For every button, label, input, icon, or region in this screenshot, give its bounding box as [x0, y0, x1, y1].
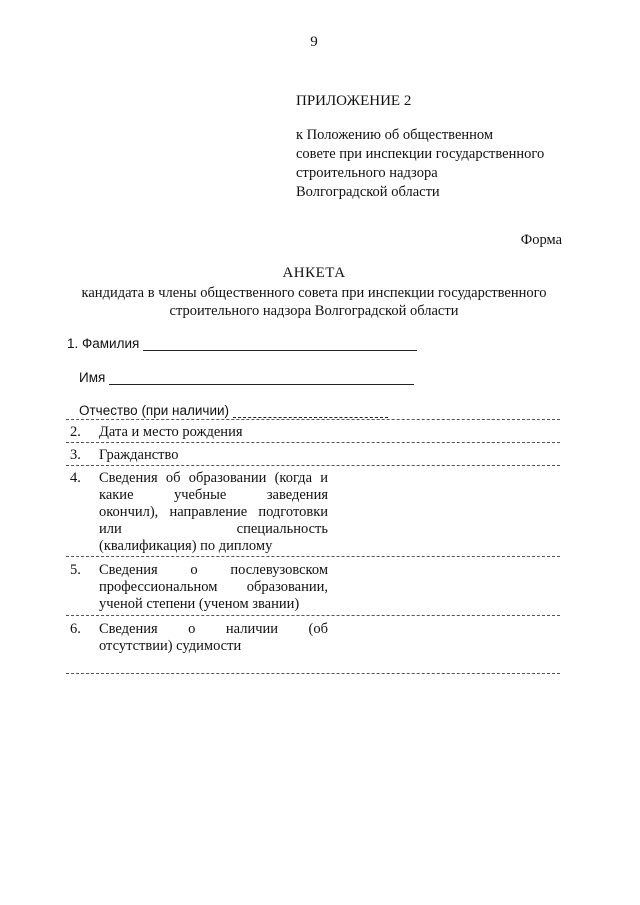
item-text-line: отсутствии) судимости	[99, 638, 242, 654]
divider-line	[66, 615, 560, 616]
item-number: 6.	[70, 621, 81, 637]
appendix-line: к Положению об общественном	[296, 127, 494, 143]
item-text-line: Сведения о наличии (об	[99, 621, 328, 637]
patronymic-label: Отчество (при наличии)	[79, 403, 230, 418]
surname-field[interactable]	[67, 336, 417, 351]
item-text	[99, 562, 328, 613]
item-text-line: Сведения об образовании (когда и	[99, 470, 328, 486]
appendix-line: совете при инспекции государственного	[296, 146, 545, 162]
item-text-line: Гражданство	[99, 447, 179, 463]
list-item	[70, 562, 328, 613]
divider-line	[66, 673, 560, 674]
form-label: Форма	[520, 232, 562, 248]
item-text-line: Сведения о послевузовском	[99, 562, 328, 578]
name-input-line[interactable]	[109, 370, 414, 385]
list-item	[70, 447, 328, 464]
item-text-line: окончил), направление подготовки	[99, 504, 328, 520]
item-text-line: (квалификация) по диплому	[99, 538, 273, 554]
item-number: 4.	[70, 470, 81, 486]
page-number: 9	[310, 34, 318, 50]
item-text-line: профессиональном образовании,	[99, 579, 328, 595]
document-subtitle	[0, 284, 628, 320]
name-field[interactable]	[79, 370, 414, 385]
divider-line	[66, 465, 560, 466]
item-text-line: Дата и место рождения	[99, 424, 243, 440]
item-number: 2.	[70, 424, 81, 440]
item-text	[99, 621, 328, 655]
surname-label: 1. Фамилия	[67, 336, 140, 351]
item-text	[99, 447, 328, 464]
list-item	[70, 424, 328, 441]
divider-line	[66, 556, 560, 557]
name-label: Имя	[79, 370, 106, 385]
appendix-line: строительного надзора	[296, 165, 438, 181]
item-text	[99, 424, 328, 441]
patronymic-input-line[interactable]	[233, 403, 388, 418]
appendix-line: Волгоградской области	[296, 184, 440, 200]
item-text-line: или специальность	[99, 521, 328, 537]
item-number: 5.	[70, 562, 81, 578]
appendix-title: ПРИЛОЖЕНИЕ 2	[296, 93, 412, 109]
item-text-line: ученой степени (ученом звании)	[99, 596, 300, 612]
appendix-subtitle	[296, 126, 544, 202]
patronymic-field[interactable]	[79, 403, 388, 418]
item-text	[99, 470, 328, 555]
document-title: АНКЕТА	[282, 265, 346, 281]
list-item	[70, 621, 328, 655]
document-subtitle-line: строительного надзора Волгоградской области	[169, 303, 459, 319]
divider-line	[66, 442, 560, 443]
document-subtitle-line: кандидата в члены общественного совета при инспекции государственного	[81, 285, 547, 301]
surname-input-line[interactable]	[143, 336, 417, 351]
list-item	[70, 470, 328, 555]
item-number: 3.	[70, 447, 81, 463]
item-text-line: какие учебные заведения	[99, 487, 328, 503]
divider-line	[66, 419, 560, 420]
